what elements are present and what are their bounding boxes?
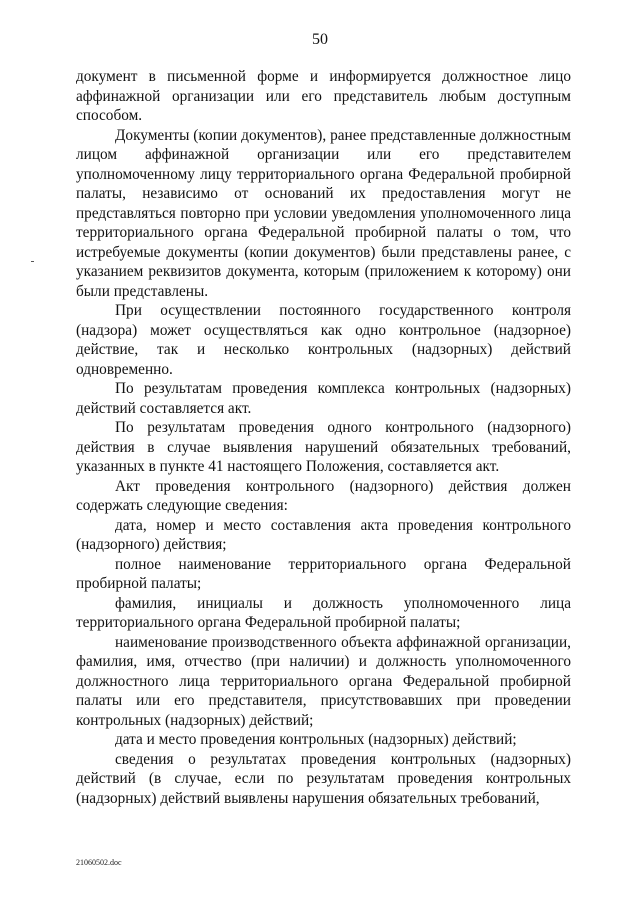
list-item-results: сведения о результатах проведения контрольных (надзорных) действий (в случае, если по результатам проведения контрольных (надзорных) действий выявлены нарушения обязательных требований,	[76, 750, 571, 807]
list-item-facility-name: наименование производственного объекта аффинажной организации, фамилия, имя, отчество (при наличии) и должность уполномоченного должностного лица территориального органа Федеральной пробирной палаты или его представителя, присутствовавших при проведении контрольных (надзорных) действий;	[76, 633, 571, 729]
paragraph-single-act: По результатам проведения одного контрольного (надзорного) действия в случае выявления нарушений обязательных требований, указанных в пункте 41 настоящего Положения, составляется акт.	[76, 419, 571, 475]
margin-mark	[31, 261, 34, 262]
paragraph-documents: Документы (копии документов), ранее представленные должностным лицом аффинажной организации или его представителем уполномоченному лицу территориального органа Федеральной пробирной палаты, независимо от оснований их предоставления могут не представляться повторно при условии уведомления уполномоченного лица территориального органа Федеральной пробирной палаты о том, что истребуемые документы (копии документов) были представлены ранее, с указанием реквизитов документа, которым (приложением к которому) они были представлены.	[76, 126, 571, 300]
footer-filename: 21060502.doc	[76, 858, 122, 867]
paragraph-permanent-control: При осуществлении постоянного государственного контроля (надзора) может осуществляться как одно контрольное (надзорное) действие, так и несколько контрольных (надзорных) действий одновременно.	[76, 302, 571, 378]
list-item-full-name: полное наименование территориального органа Федеральной пробирной палаты;	[76, 555, 571, 592]
document-body	[76, 67, 571, 808]
list-item-date-number: дата, номер и место составления акта проведения контрольного (надзорного) действия;	[76, 516, 571, 553]
paragraph-act-content: Акт проведения контрольного (надзорного) действия должен содержать следующие сведения:	[76, 477, 571, 514]
paragraph-continuation: документ в письменной форме и информируется должностное лицо аффинажной организации или его представитель любым доступным способом.	[76, 68, 571, 124]
paragraph-complex-act: По результатам проведения комплекса контрольных (надзорных) действий составляется акт.	[76, 380, 571, 417]
list-item-surname-position: фамилия, инициалы и должность уполномоченного лица территориального органа Федеральной пробирной палаты;	[76, 594, 571, 631]
list-item-date-place: дата и место проведения контрольных (надзорных) действий;	[115, 731, 517, 748]
page-number: 50	[312, 31, 328, 48]
